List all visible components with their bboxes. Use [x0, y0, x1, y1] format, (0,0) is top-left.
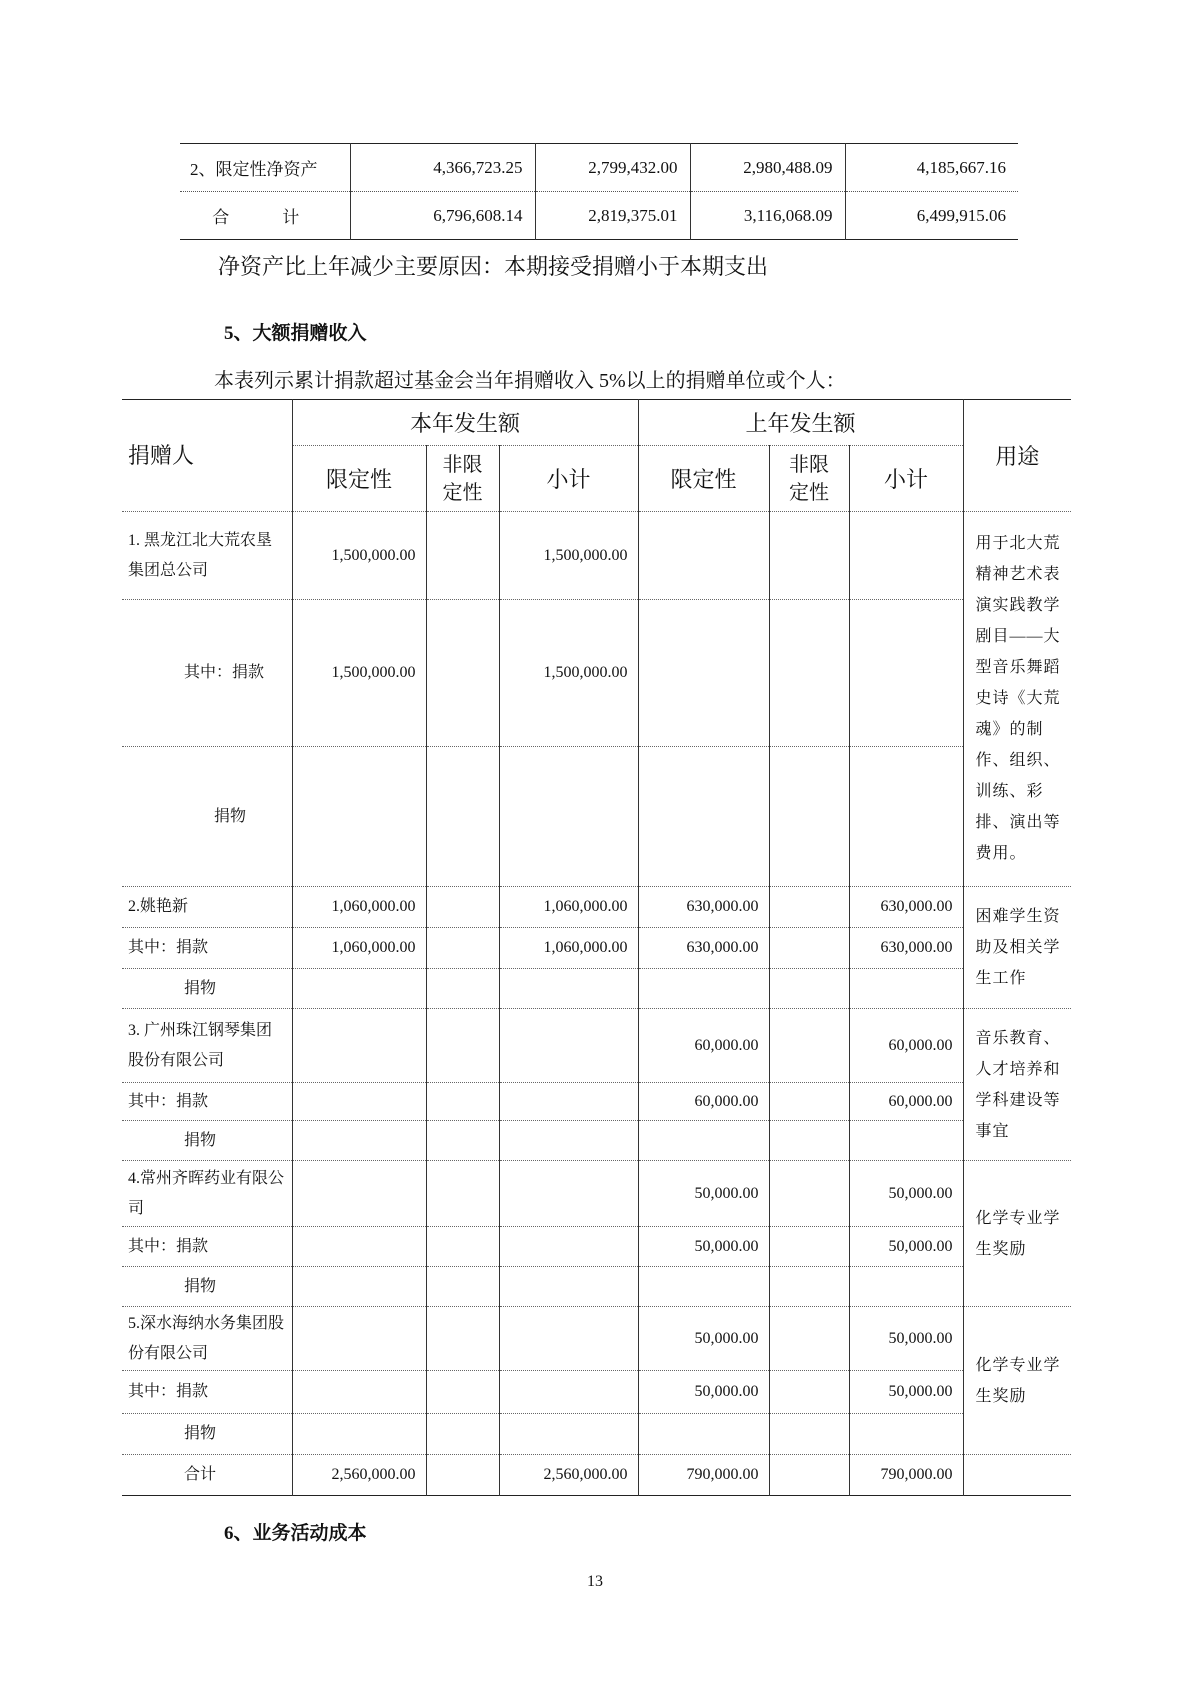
usage-cell: 困难学生资助及相关学生工作 [963, 887, 1071, 1009]
cell [426, 1227, 499, 1267]
cell: 1,500,000.00 [292, 512, 426, 600]
table-row [122, 887, 1071, 928]
cell [426, 1083, 499, 1121]
table-row [122, 928, 1071, 969]
page-number: 13 [587, 1573, 603, 1590]
cell [426, 747, 499, 887]
cell: 630,000.00 [849, 887, 963, 928]
cell [638, 747, 769, 887]
cell [769, 1227, 849, 1267]
cell [769, 747, 849, 887]
cell: 1,060,000.00 [499, 887, 638, 928]
cell: 790,000.00 [638, 1455, 769, 1496]
cell [499, 1161, 638, 1227]
cell: 630,000.00 [638, 887, 769, 928]
cell: 1,500,000.00 [499, 512, 638, 600]
table-row [122, 747, 1071, 887]
table-row [122, 1307, 1071, 1371]
table-row [122, 1083, 1071, 1121]
cell: 6,499,915.06 [845, 192, 1018, 240]
section-5-intro: 本表列示累计捐款超过基金会当年捐赠收入 5%以上的捐赠单位或个人： [214, 370, 846, 392]
cell [769, 512, 849, 600]
cell [292, 1121, 426, 1161]
cell [769, 1414, 849, 1455]
cell: 790,000.00 [849, 1455, 963, 1496]
cell [769, 928, 849, 969]
cash-label: 其中：捐款 [122, 1371, 292, 1414]
cell [426, 1121, 499, 1161]
section-5-heading: 5、大额捐赠收入 [224, 323, 367, 344]
cell: 50,000.00 [849, 1371, 963, 1414]
table-row [122, 1414, 1071, 1455]
cell: 4,366,723.25 [350, 144, 535, 192]
cell [499, 747, 638, 887]
header-restricted: 限定性 [292, 446, 426, 512]
cell: 2,819,375.01 [535, 192, 690, 240]
cell [769, 1455, 849, 1496]
cell [426, 1371, 499, 1414]
cell [849, 512, 963, 600]
goods-label: 捐物 [122, 1121, 292, 1161]
cell [292, 1267, 426, 1307]
cell: 60,000.00 [849, 1083, 963, 1121]
cell: 50,000.00 [849, 1227, 963, 1267]
cell: 60,000.00 [849, 1009, 963, 1083]
cell [499, 1267, 638, 1307]
cell: 50,000.00 [638, 1307, 769, 1371]
cell: 2,980,488.09 [690, 144, 845, 192]
table-row [122, 512, 1071, 600]
cell: 60,000.00 [638, 1009, 769, 1083]
cell [292, 1414, 426, 1455]
cell [769, 1307, 849, 1371]
goods-label: 捐物 [122, 1267, 292, 1307]
cell: 1,060,000.00 [292, 928, 426, 969]
cell: 50,000.00 [849, 1307, 963, 1371]
cash-label: 其中：捐款 [122, 1083, 292, 1121]
table-row [122, 1161, 1071, 1227]
cell [426, 1455, 499, 1496]
donor-name: 4.常州齐晖药业有限公司 [122, 1161, 292, 1227]
cell: 6,796,608.14 [350, 192, 535, 240]
cell [499, 1414, 638, 1455]
cell [426, 1414, 499, 1455]
cell: 50,000.00 [638, 1371, 769, 1414]
cell: 50,000.00 [638, 1227, 769, 1267]
header-unrestricted: 非限 定性 [426, 446, 499, 512]
cell [292, 1227, 426, 1267]
donor-name: 1. 黑龙江北大荒农垦集团总公司 [122, 512, 292, 600]
goods-label: 捐物 [122, 747, 292, 887]
donor-name: 5.深水海纳水务集团股份有限公司 [122, 1307, 292, 1371]
goods-label: 捐物 [122, 1414, 292, 1455]
cash-label: 其中：捐款 [122, 1227, 292, 1267]
cell: 630,000.00 [638, 928, 769, 969]
cell [292, 1009, 426, 1083]
goods-label: 捐物 [122, 969, 292, 1009]
cell [849, 600, 963, 747]
cell [849, 1267, 963, 1307]
cell [426, 969, 499, 1009]
table-row [122, 1009, 1071, 1083]
cell: 2,560,000.00 [292, 1455, 426, 1496]
cell [849, 747, 963, 887]
cell: 1,060,000.00 [499, 928, 638, 969]
cell [499, 969, 638, 1009]
usage-cell: 用于北大荒精神艺术表演实践教学剧目——大型音乐舞蹈史诗《大荒魂》的制作、组织、训练、彩排、演出等费用。 [963, 512, 1071, 887]
total-label: 合计 [184, 1466, 217, 1483]
usage-cell: 音乐教育、人才培养和学科建设等事宜 [963, 1009, 1071, 1161]
table-row [180, 144, 1018, 192]
cell [638, 1121, 769, 1161]
cell: 1,500,000.00 [499, 600, 638, 747]
usage-cell [963, 1455, 1071, 1496]
cell [292, 1307, 426, 1371]
cell [426, 1307, 499, 1371]
cell [769, 1009, 849, 1083]
cell [849, 1121, 963, 1161]
table-row [122, 969, 1071, 1009]
cell [292, 969, 426, 1009]
header-subtotal: 小计 [849, 446, 963, 512]
header-current-year: 本年发生额 [292, 400, 638, 446]
donor-name: 2.姚艳新 [122, 887, 292, 928]
table-row [122, 1371, 1071, 1414]
cell [426, 887, 499, 928]
header-usage: 用途 [963, 400, 1071, 512]
cell: 60,000.00 [638, 1083, 769, 1121]
cell [769, 1121, 849, 1161]
cash-label: 其中：捐款 [122, 928, 292, 969]
cell: 630,000.00 [849, 928, 963, 969]
table-row [122, 1227, 1071, 1267]
header-restricted: 限定性 [638, 446, 769, 512]
total-row [122, 1455, 1071, 1496]
cell [769, 1371, 849, 1414]
usage-cell: 化学专业学生奖励 [963, 1161, 1071, 1307]
header-donor: 捐赠人 [122, 400, 292, 512]
row-label: 2、限定性净资产 [180, 144, 350, 192]
cell [499, 1083, 638, 1121]
cell [292, 1371, 426, 1414]
cell: 3,116,068.09 [690, 192, 845, 240]
cell [769, 600, 849, 747]
cell [426, 1267, 499, 1307]
cell [849, 1414, 963, 1455]
table-row [122, 1267, 1071, 1307]
cell [638, 512, 769, 600]
cell [769, 1161, 849, 1227]
cell [638, 600, 769, 747]
cell [426, 512, 499, 600]
header-subtotal: 小计 [499, 446, 638, 512]
cell [499, 1307, 638, 1371]
cell [769, 1267, 849, 1307]
cell: 50,000.00 [638, 1161, 769, 1227]
cell [292, 1083, 426, 1121]
row-label: 合 计 [212, 208, 318, 227]
header-unrestricted: 非限 定性 [769, 446, 849, 512]
cell: 1,060,000.00 [292, 887, 426, 928]
cell [426, 1009, 499, 1083]
table-row [180, 192, 1018, 240]
cell [426, 1161, 499, 1227]
cell [292, 747, 426, 887]
cell [499, 1121, 638, 1161]
cell [769, 1083, 849, 1121]
cash-label: 其中：捐款 [122, 600, 292, 747]
donations-table [122, 399, 1071, 1496]
cell: 4,185,667.16 [845, 144, 1018, 192]
cell [499, 1227, 638, 1267]
net-assets-table [180, 143, 1018, 240]
table-row [122, 1121, 1071, 1161]
cell [426, 928, 499, 969]
section-6-heading: 6、业务活动成本 [224, 1523, 367, 1544]
cell [638, 1414, 769, 1455]
donor-name: 3. 广州珠江钢琴集团股份有限公司 [122, 1009, 292, 1083]
cell [426, 600, 499, 747]
table-row [122, 600, 1071, 747]
cell [499, 1009, 638, 1083]
cell: 2,799,432.00 [535, 144, 690, 192]
cell [499, 1371, 638, 1414]
cell [769, 887, 849, 928]
usage-cell: 化学专业学生奖励 [963, 1307, 1071, 1455]
cell [292, 1161, 426, 1227]
cell [638, 1267, 769, 1307]
cell [849, 969, 963, 1009]
cell: 50,000.00 [849, 1161, 963, 1227]
cell: 1,500,000.00 [292, 600, 426, 747]
cell [638, 969, 769, 1009]
cell: 2,560,000.00 [499, 1455, 638, 1496]
net-assets-note: 净资产比上年减少主要原因：本期接受捐赠小于本期支出 [218, 254, 769, 279]
cell [769, 969, 849, 1009]
header-prior-year: 上年发生额 [638, 400, 963, 446]
